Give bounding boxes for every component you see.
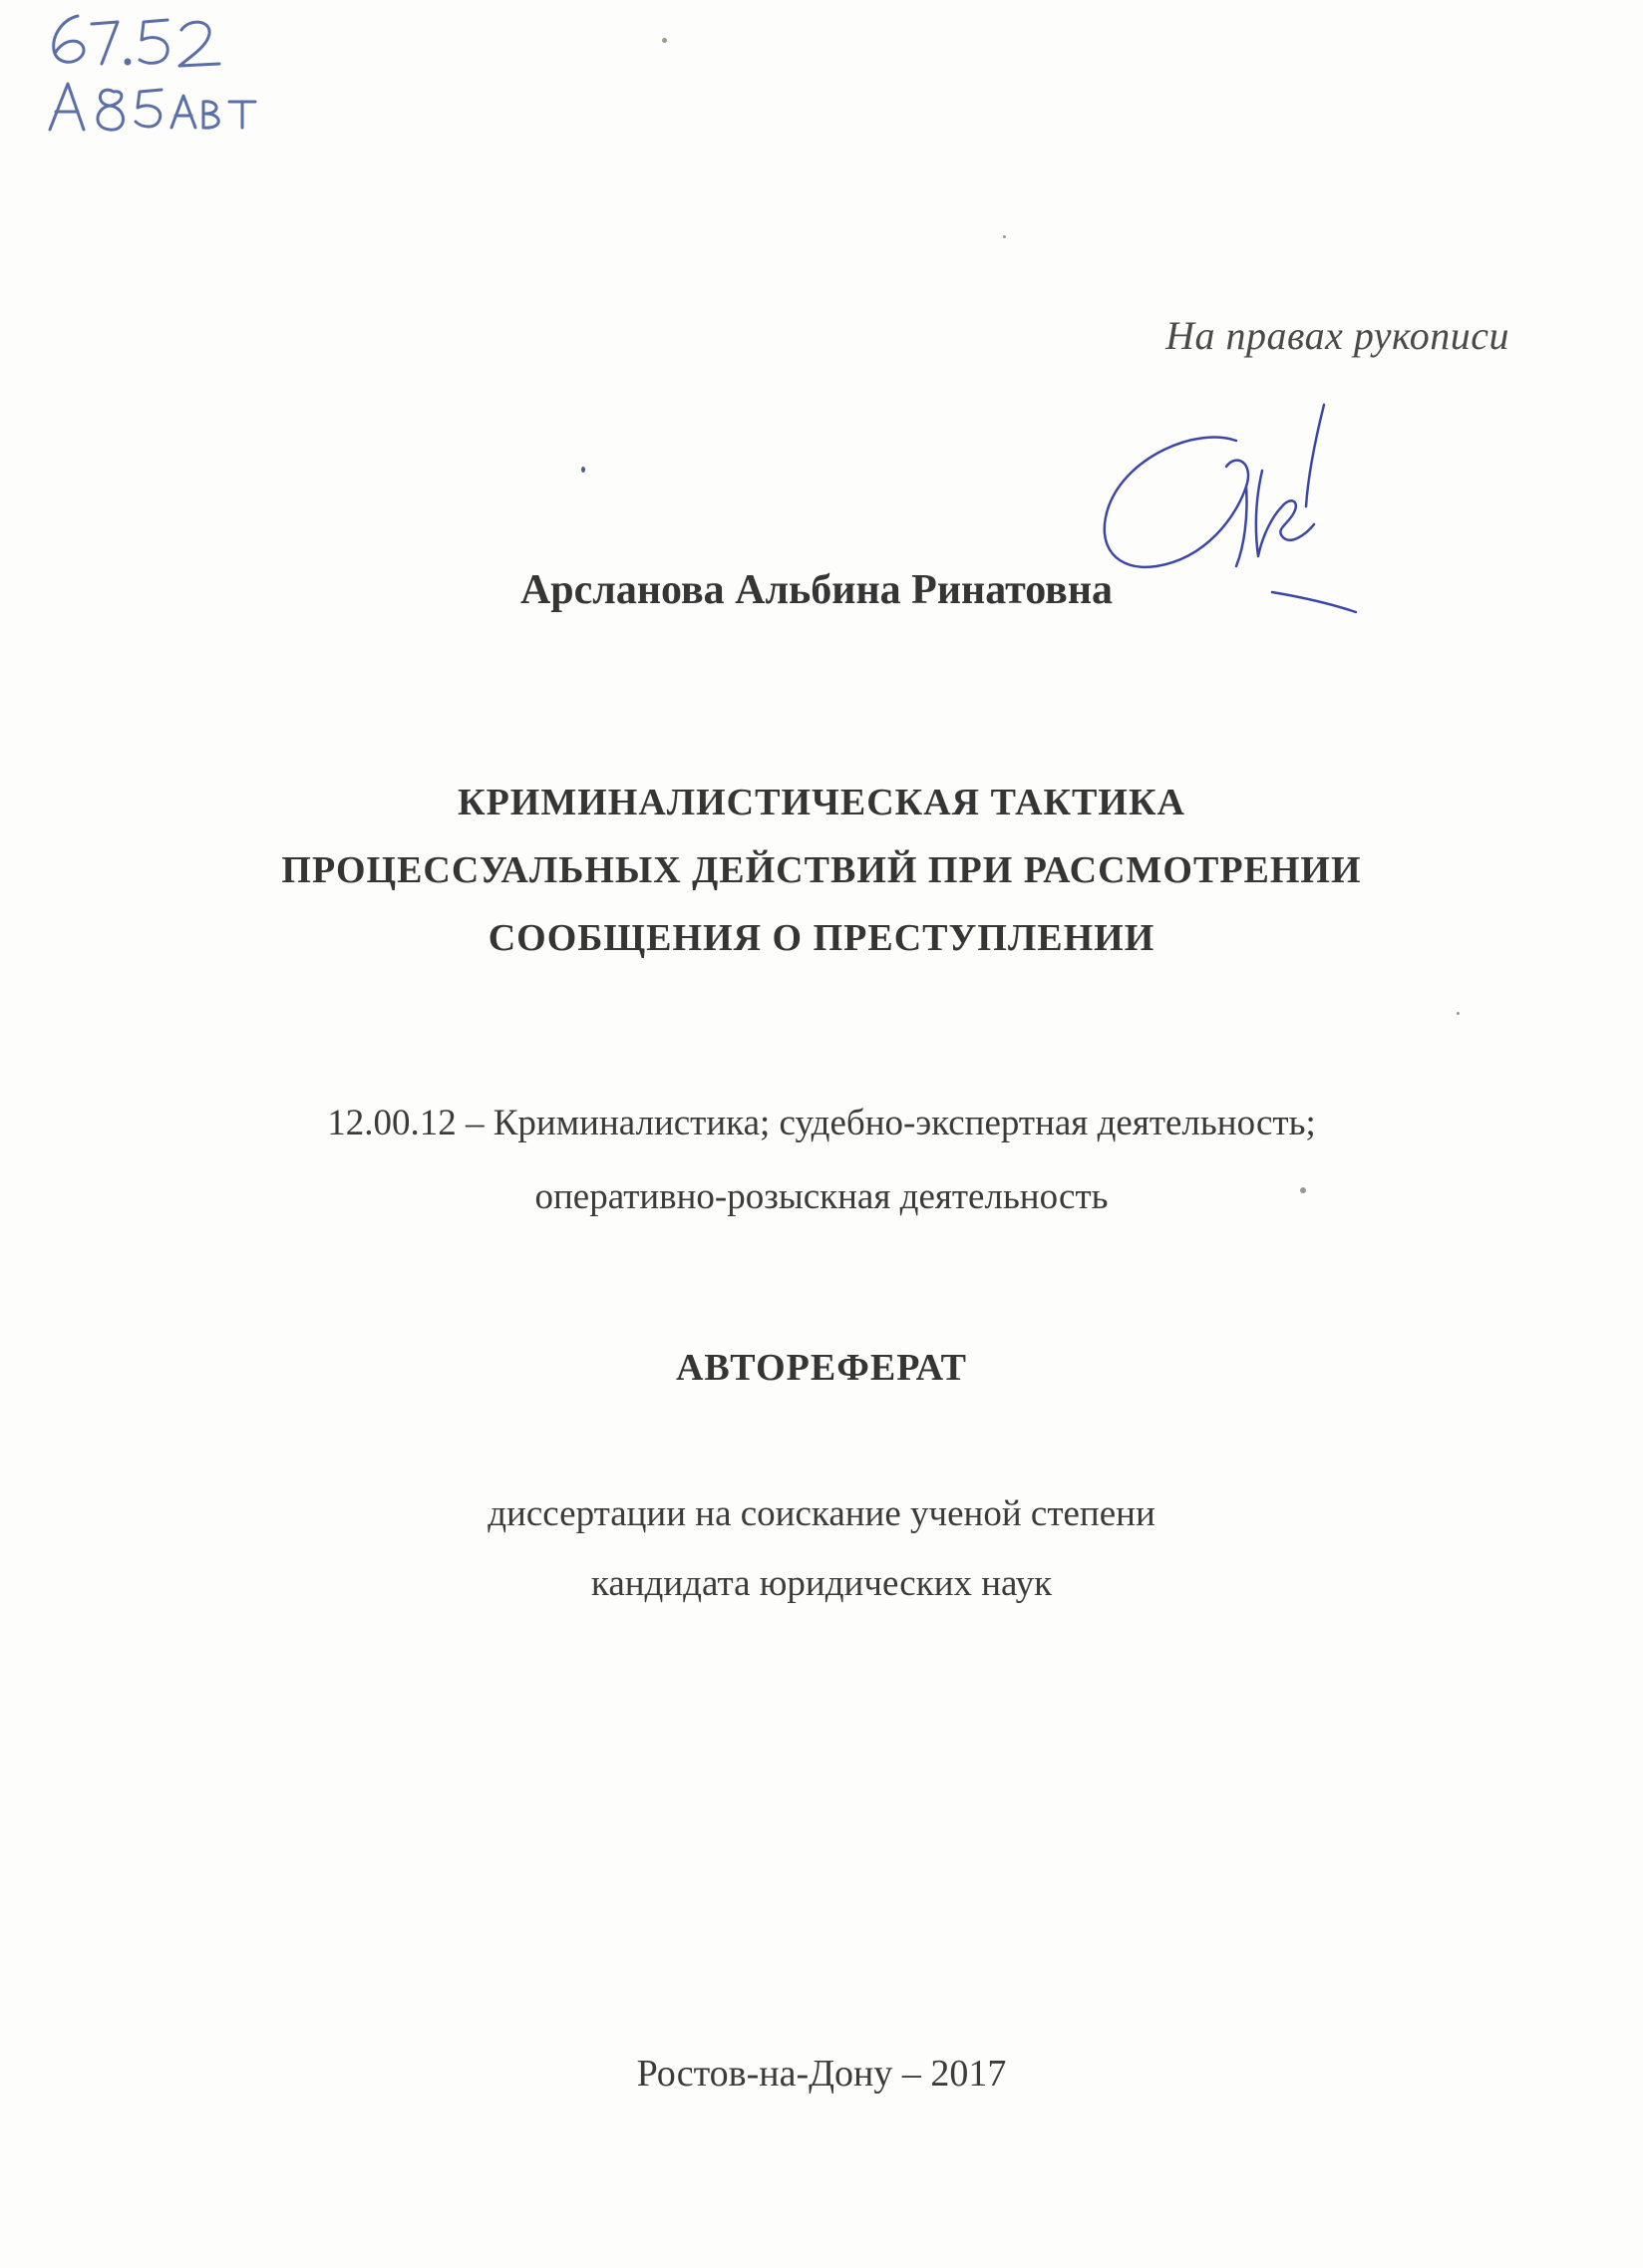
scan-speck bbox=[662, 38, 667, 43]
title-line: КРИМИНАЛИСТИЧЕСКАЯ ТАКТИКА bbox=[458, 782, 1185, 823]
handwritten-call-number bbox=[44, 6, 343, 156]
specialty-line: 12.00.12 – Криминалистика; судебно-экспертная деятельность; bbox=[327, 1103, 1316, 1143]
place-and-year: Ростов-на-Дону – 2017 bbox=[636, 2053, 1007, 2095]
scan-speck bbox=[581, 467, 585, 473]
document-type: АВТОРЕФЕРАТ bbox=[675, 1347, 968, 1389]
scan-speck bbox=[1300, 1187, 1306, 1193]
title-line: СООБЩЕНИЯ О ПРЕСТУПЛЕНИИ bbox=[488, 917, 1155, 959]
degree-line: диссертации на соискание ученой степени bbox=[488, 1493, 1155, 1534]
title-line: ПРОЦЕССУАЛЬНЫХ ДЕЙСТВИЙ ПРИ РАССМОТРЕНИИ bbox=[281, 849, 1362, 891]
dissertation-title bbox=[0, 769, 1643, 972]
degree-line: кандидата юридических наук bbox=[590, 1563, 1053, 1604]
author-name: Арсланова Альбина Ринатовна bbox=[519, 567, 1114, 613]
degree-description bbox=[0, 1479, 1643, 1619]
scan-speck bbox=[1457, 1012, 1460, 1015]
specialty-code bbox=[0, 1087, 1643, 1234]
scan-speck bbox=[1003, 235, 1006, 238]
manuscript-rights-note: На правах рукописи bbox=[1165, 313, 1509, 358]
specialty-line: оперативно-розыскная деятельность bbox=[534, 1176, 1109, 1217]
